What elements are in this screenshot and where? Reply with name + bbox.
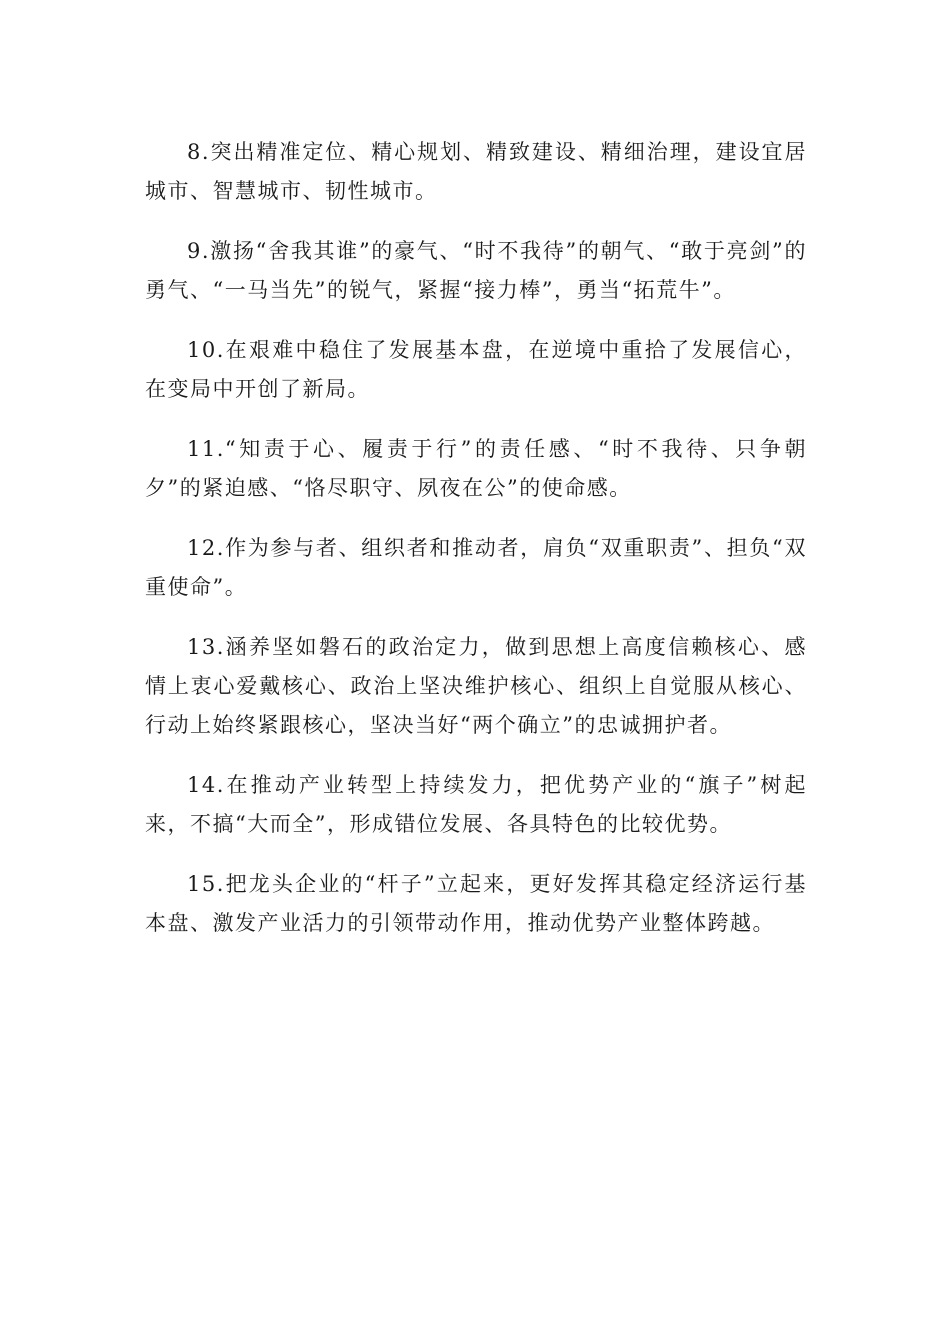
paragraph-item-13: 13.涵养坚如磐石的政治定力，做到思想上高度信赖核心、感情上衷心爱戴核心、政治上坚决维护核心、组织上自觉服从核心、行动上始终紧跟核心，坚决当好“两个确立”的忠诚拥护者。 (145, 635, 807, 737)
paragraph-item-9: 9.激扬“舍我其谁”的豪气、“时不我待”的朝气、“敢于亮剑”的勇气、“一马当先”的锐气，紧握“接力棒”，勇当“拓荒牛”。 (145, 239, 807, 302)
paragraph-item-14: 14.在推动产业转型上持续发力，把优势产业的“旗子”树起来，不搞“大而全”，形成错位发展、各具特色的比较优势。 (145, 773, 807, 836)
paragraph-item-12: 12.作为参与者、组织者和推动者，肩负“双重职责”、担负“双重使命”。 (145, 536, 807, 599)
document-body (145, 133, 807, 964)
paragraph-item-10: 10.在艰难中稳住了发展基本盘，在逆境中重拾了发展信心，在变局中开创了新局。 (145, 338, 807, 401)
paragraph-item-8: 8.突出精准定位、精心规划、精致建设、精细治理，建设宜居城市、智慧城市、韧性城市。 (145, 140, 807, 203)
paragraph-item-11: 11.“知责于心、履责于行”的责任感、“时不我待、只争朝夕”的紧迫感、“恪尽职守、夙夜在公”的使命感。 (145, 437, 807, 500)
paragraph-item-15: 15.把龙头企业的“杆子”立起来，更好发挥其稳定经济运行基本盘、激发产业活力的引领带动作用，推动优势产业整体跨越。 (145, 872, 807, 935)
